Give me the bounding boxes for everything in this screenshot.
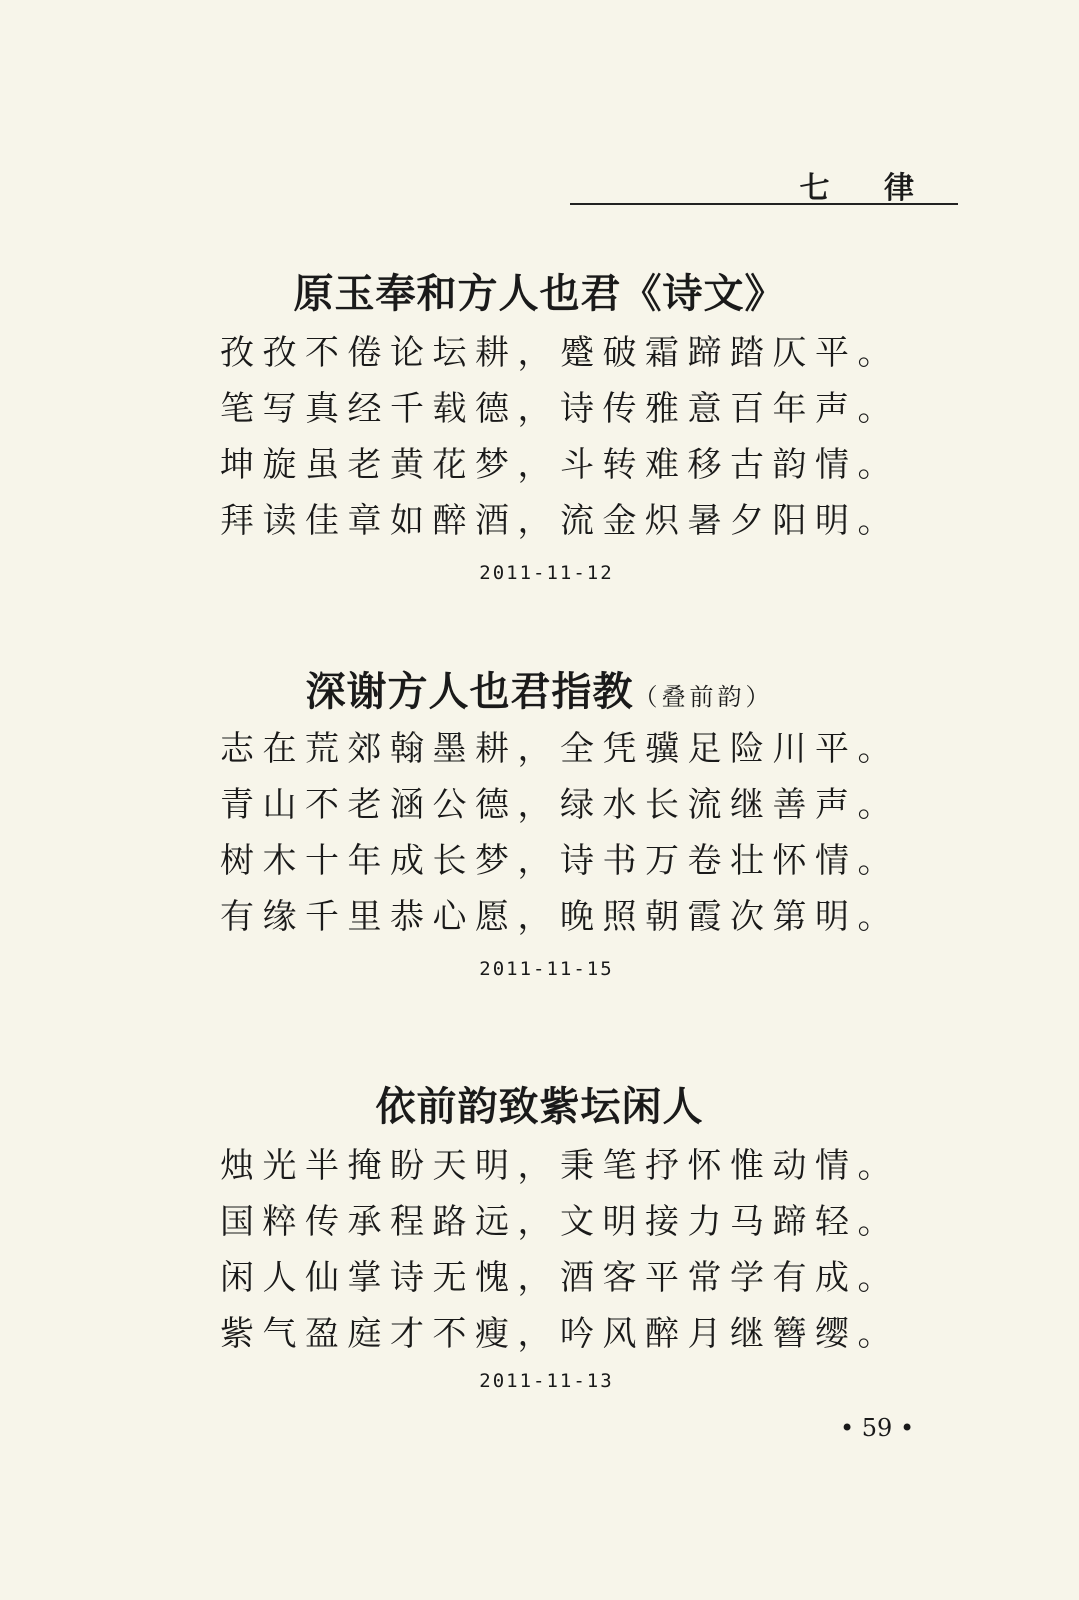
poem-title-text: 原玉奉和方人也君《诗文》 [293, 270, 786, 317]
poem-subtitle: （叠前韵） [633, 683, 774, 711]
poem-2-body [220, 721, 900, 945]
poem-title [0, 1075, 1079, 1132]
poem-line: 闲人仙掌诗无愧，酒客平常学有成。 [220, 1258, 900, 1298]
poem-date: 2011-11-13 [479, 1370, 614, 1392]
poem-date: 2011-11-12 [479, 562, 614, 584]
poem-line: 树木十年成长梦，诗书万卷壮怀情。 [220, 841, 900, 881]
poem-title [0, 660, 1079, 717]
poem-line: 青山不老涵公德，绿水长流继善声。 [220, 785, 900, 825]
poem-title-text: 依前韵致紫坛闲人 [375, 1083, 704, 1130]
poem-title-text: 深谢方人也君指教 [305, 668, 634, 715]
poem-2 [0, 660, 1079, 717]
poem-line: 烛光半掩盼天明，秉笔抒怀惟动情。 [220, 1146, 900, 1186]
poem-line: 国粹传承程路远，文明接力马蹄轻。 [220, 1202, 900, 1242]
poem-line: 孜孜不倦论坛耕，蹙破霜蹄踏仄平。 [220, 333, 900, 373]
poem-1 [0, 262, 1079, 319]
section-title: 七 律 [799, 171, 936, 206]
poem-date: 2011-11-15 [479, 958, 614, 980]
poem-1-body [220, 325, 900, 549]
running-header [570, 155, 958, 205]
poem-3-body [220, 1138, 900, 1362]
poem-3 [0, 1075, 1079, 1132]
page-number: • 59 • [840, 1414, 915, 1442]
poem-line: 有缘千里恭心愿，晚照朝霞次第明。 [220, 897, 900, 937]
poem-line: 拜读佳章如醉酒，流金炽暑夕阳明。 [220, 501, 900, 541]
poem-line: 坤旋虽老黄花梦，斗转难移古韵情。 [220, 445, 900, 485]
poem-line: 笔写真经千载德，诗传雅意百年声。 [220, 389, 900, 429]
poem-title [0, 262, 1079, 319]
poem-line: 志在荒郊翰墨耕，全凭骥足险川平。 [220, 729, 900, 769]
poem-line: 紫气盈庭才不瘦，吟风醉月继簪缨。 [220, 1314, 900, 1354]
